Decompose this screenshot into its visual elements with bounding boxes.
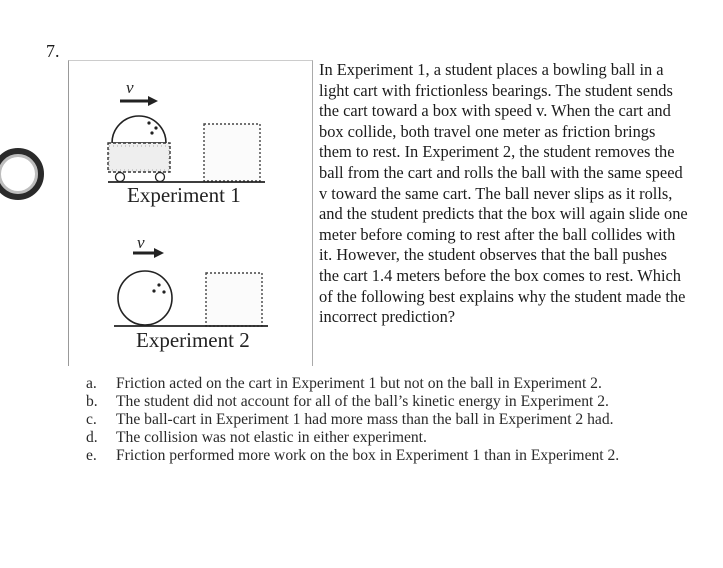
choice-text: The ball-cart in Experiment 1 had more mass than the ball in Experiment 2 had. (116, 411, 614, 428)
experiment-1-label: Experiment 1 (127, 183, 241, 207)
choice-a[interactable] (86, 375, 686, 393)
cart-wheel-icon (156, 173, 165, 182)
choice-letter: e. (86, 447, 97, 464)
cart-body (108, 143, 170, 172)
box-1 (204, 124, 260, 181)
answer-choices (86, 375, 686, 465)
choice-letter: d. (86, 429, 98, 446)
experiment-diagram (68, 60, 311, 365)
experiment-2-label: Experiment 2 (136, 328, 250, 352)
choice-text: The student did not account for all of the ball’s kinetic energy in Experiment 2. (116, 393, 609, 410)
choice-letter: a. (86, 375, 97, 392)
velocity-arrow-1-icon (120, 96, 158, 106)
choice-letter: c. (86, 411, 97, 428)
choice-c[interactable] (86, 411, 686, 429)
choice-text: Friction performed more work on the box in Experiment 1 than in Experiment 2. (116, 447, 620, 464)
prompt-text: In Experiment 1, a student places a bowling ball in a light cart with frictionless bearings. The student sends the cart toward a box with speed v. When the cart and box collide, both travel one meter as friction brings them to rest. In Experiment 2, the student removes the ball from the cart and rolls the ball with the same speed v toward the same cart. The ball never slips as it rolls, and the student predicts that the box will again slide one meter before coming to rest after the ball collides with it. However, the student observes that the ball pushes the cart 1.4 meters before the box comes to rest. Which of the following best explains why the student made the incorrect prediction? (319, 60, 688, 327)
cart-wheel-icon (116, 173, 125, 182)
velocity-label-2: v (137, 233, 145, 252)
binder-hole-punch (0, 148, 44, 200)
choice-letter: b. (86, 393, 98, 410)
velocity-label-1: v (126, 78, 134, 97)
choice-e[interactable] (86, 447, 686, 465)
question-prompt (319, 60, 691, 328)
experiment-2-figure (114, 233, 268, 326)
question-number: 7. (46, 41, 60, 61)
box-2 (206, 273, 262, 326)
bowling-ball-rolling (118, 271, 172, 325)
experiment-1-figure (108, 78, 265, 182)
bowling-ball-in-cart (112, 116, 166, 143)
choice-b[interactable] (86, 393, 686, 411)
choice-d[interactable] (86, 429, 686, 447)
choice-text: The collision was not elastic in either experiment. (116, 429, 427, 446)
choice-text: Friction acted on the cart in Experiment 1 but not on the ball in Experiment 2. (116, 375, 602, 392)
